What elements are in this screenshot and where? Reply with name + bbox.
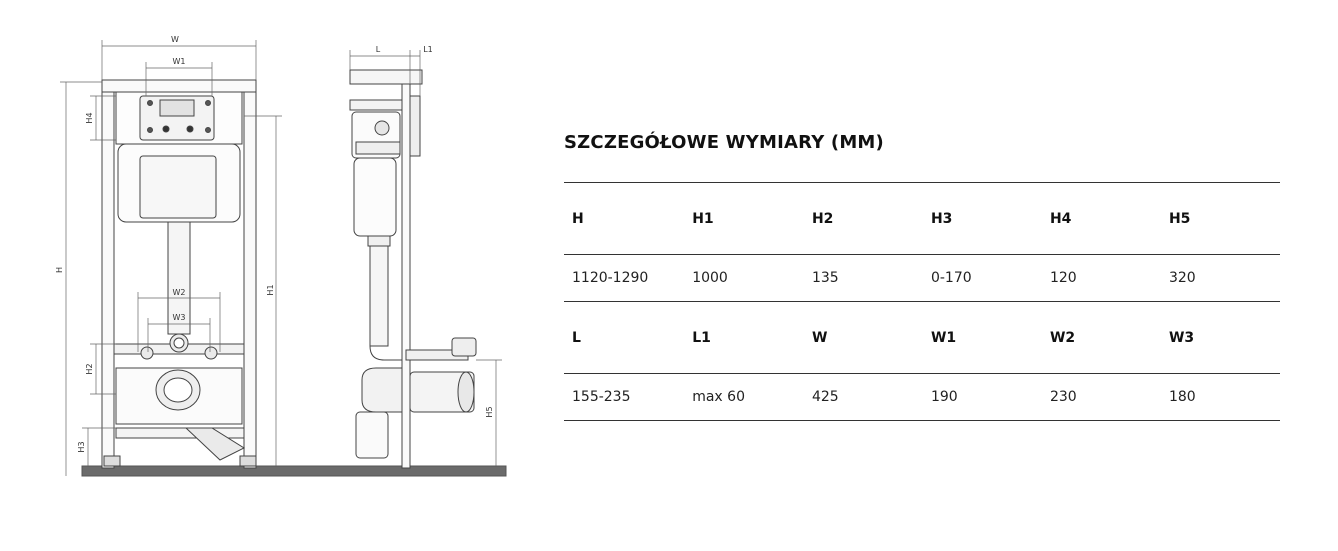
label-h5: H5 (485, 406, 494, 418)
dimension-value-cell: 1120-1290 (564, 255, 684, 302)
dimension-name-cell: W3 (1161, 302, 1280, 374)
label-w2: W2 (172, 288, 186, 297)
dimensions-table (564, 182, 1280, 421)
table-header-row (564, 183, 1280, 255)
panel-title: SZCZEGÓŁOWE WYMIARY (MM) (564, 132, 884, 153)
dimension-name-cell: H3 (923, 183, 1042, 255)
table-row (564, 374, 1280, 421)
dimension-name-cell: H (564, 183, 684, 255)
label-h: H (55, 266, 64, 274)
label-w1: W1 (172, 57, 186, 66)
label-l: L (375, 45, 381, 54)
label-h3: H3 (77, 441, 86, 453)
dimension-value-cell: 0-170 (923, 255, 1042, 302)
dimension-name-cell: H1 (684, 183, 804, 255)
table-header-row (564, 302, 1280, 374)
dimension-value-cell: 425 (804, 374, 923, 421)
front-view (82, 80, 506, 476)
label-h4: H4 (85, 112, 94, 124)
dimension-name-cell: L (564, 302, 684, 374)
dimension-name-cell: W2 (1042, 302, 1161, 374)
dimension-value-cell: 320 (1161, 255, 1280, 302)
technical-drawing (0, 0, 540, 551)
label-h2: H2 (85, 363, 94, 375)
dimension-name-cell: W (804, 302, 923, 374)
table-row (564, 255, 1280, 302)
dimension-value-cell: 190 (923, 374, 1042, 421)
dimension-name-cell: H2 (804, 183, 923, 255)
dimension-value-cell: 230 (1042, 374, 1161, 421)
dimension-value-cell: 120 (1042, 255, 1161, 302)
dimension-value-cell: 1000 (684, 255, 804, 302)
dimension-value-cell: 180 (1161, 374, 1280, 421)
dimension-value-cell: max 60 (684, 374, 804, 421)
dimension-name-cell: H5 (1161, 183, 1280, 255)
label-h1: H1 (266, 284, 275, 296)
label-w3: W3 (172, 313, 186, 322)
dimension-name-cell: W1 (923, 302, 1042, 374)
dimension-name-cell: H4 (1042, 183, 1161, 255)
dimension-value-cell: 155-235 (564, 374, 684, 421)
label-l1: L1 (423, 45, 433, 54)
dimension-value-cell: 135 (804, 255, 923, 302)
dimensions-table-body (564, 183, 1280, 421)
dimension-name-cell: L1 (684, 302, 804, 374)
dimensions-panel (564, 126, 1280, 421)
label-w: W (171, 35, 179, 44)
side-view (350, 70, 476, 468)
